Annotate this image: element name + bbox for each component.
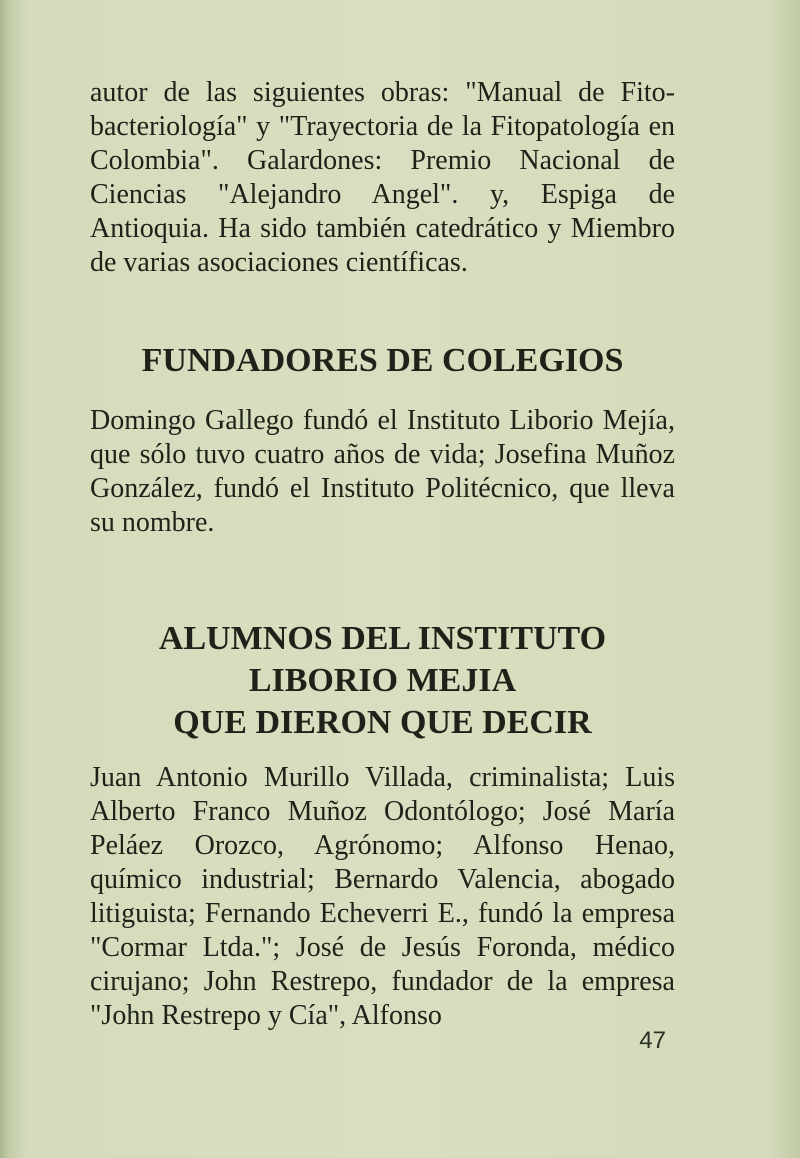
- alumni-paragraph: Juan Antonio Murillo Villada, criminalista; Luis Alberto Franco Muñoz Odontólogo; José María Peláez Orozco, Agrónomo; Alfonso Henao, químico industrial; Bernardo Valencia, abogado litiguista; Fernando Echeverri E., fundó la empresa "Cormar Ltda."; José de Jesús Foronda, médico cirujano; John Restrepo, fundador de la empresa "John Restrepo y Cía", Alfonso: [90, 762, 675, 1031]
- intro-paragraph: autor de las siguientes obras: "Manual de Fito-bacteriología" y "Trayectoria de la Fitopatología en Colombia". Galardones: Premio Nacional de Ciencias "Alejandro Angel". y, Espiga de Antioquia. Ha sido también catedrático y Miembro de varias asociaciones científicas.: [90, 77, 675, 278]
- page-number: 47: [639, 1027, 666, 1054]
- founders-heading: FUNDADORES DE COLEGIOS: [141, 342, 624, 379]
- alumni-heading: [90, 618, 675, 744]
- alumni-heading-line-1: ALUMNOS DEL INSTITUTO: [158, 620, 607, 657]
- founders-paragraph: Domingo Gallego fundó el Instituto Liborio Mejía, que sólo tuvo cuatro años de vida; Josefina Muñoz González, fundó el Instituto Politécnico, que lleva su nombre.: [90, 405, 675, 538]
- alumni-heading-line-2: LIBORIO MEJIA: [248, 662, 517, 699]
- alumni-heading-line-3: QUE DIERON QUE DECIR: [173, 704, 592, 741]
